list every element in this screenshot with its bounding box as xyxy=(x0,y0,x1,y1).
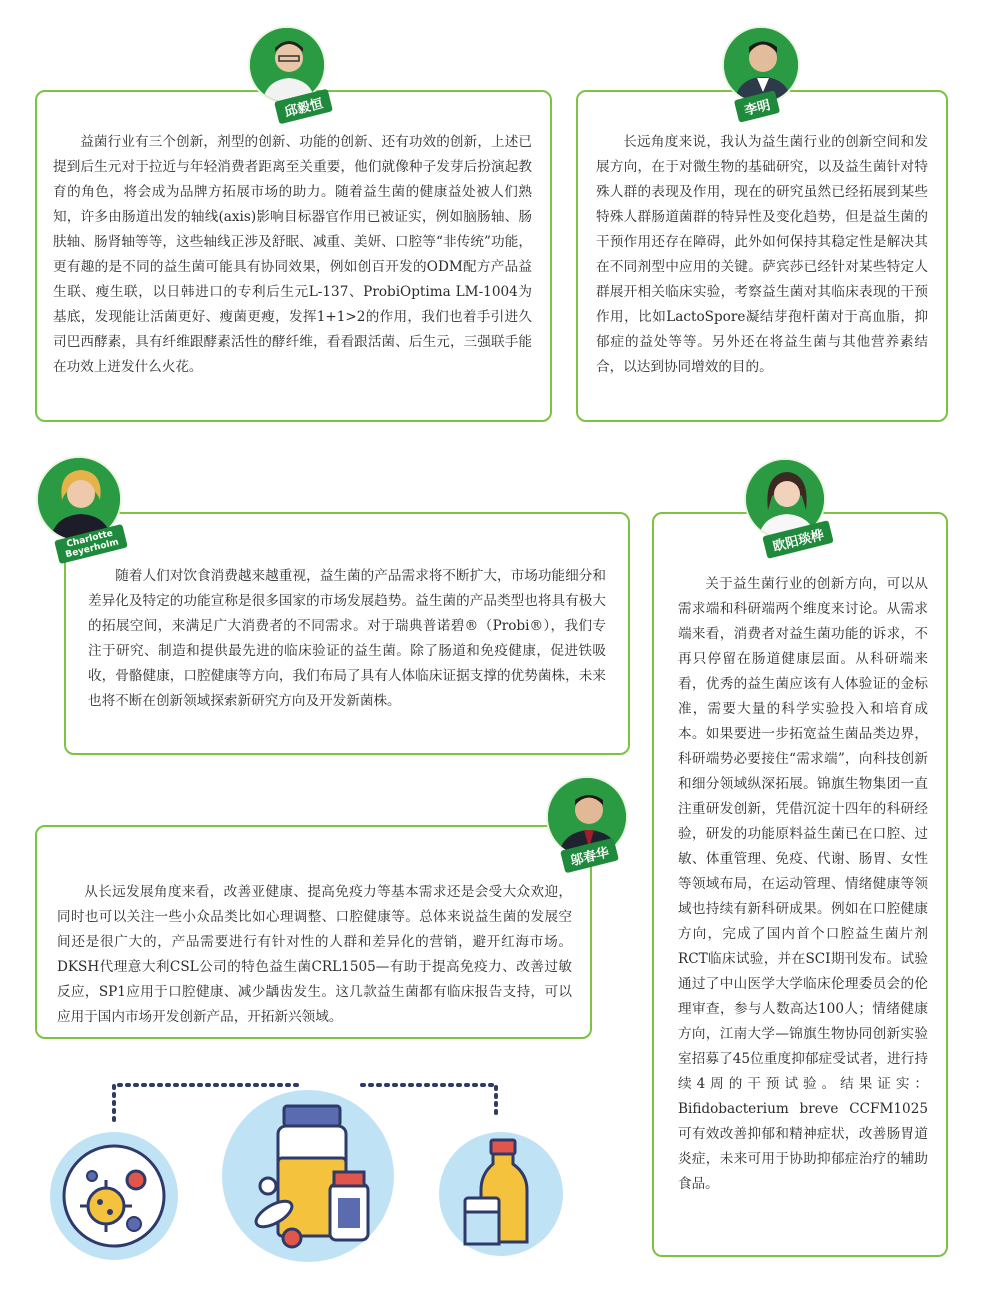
quote-card-wu xyxy=(35,825,592,1039)
quote-card-ouyang xyxy=(652,512,948,1257)
speaker-name-tag: 欧阳琰桦 xyxy=(762,520,834,559)
speaker-name-tag: 李明 xyxy=(734,90,780,122)
microbe-icon xyxy=(48,1130,180,1262)
speaker-name-tag: Charlotte Beyerholm xyxy=(54,524,128,564)
medicine-bottle-icon xyxy=(220,1088,396,1264)
quote-card-charlotte xyxy=(64,512,630,755)
quote-card-li xyxy=(576,90,948,422)
quote-text: 从长远发展角度来看，改善亚健康、提高免疫力等基本需求还是会受大众欢迎，同时也可以关注一些小众品类比如心理调整、口腔健康等。总体来说益生菌的发展空间还是很广大的，产品需要进行有针对性的人群和差异化的营销，避开红海市场。DKSH代理意大利CSL公司的特色益生菌CRL1505—有助于提高免疫力、改善过敏反应，SP1应用于口腔健康、减少龋齿发生。这几款益生菌都有临床报告支持，可以应用于国内市场开发创新产品，开拓新兴领域。 xyxy=(57,884,572,1025)
speaker-name-tag: 邱毅恒 xyxy=(274,89,333,125)
avatar xyxy=(722,26,800,104)
quote-text: 关于益生菌行业的创新方向，可以从需求端和科研端两个维度来讨论。从需求端来看，消费者对益生菌功能的诉求，不再只停留在肠道健康层面。从科研端来看，优秀的益生菌应该有人体验证的金标准，需要大量的科学实验投入和培育成本。如果要进一步拓宽益生菌品类边界，科研端势必要接住“需求端”，向科技创新和细分领域纵深拓展。锦旗生物集团一直注重研发创新，凭借沉淀十四年的科研经验，研发的功能原料益生菌已在口腔、过敏、体重管理、免疫、代谢、肠胃、女性等领域布局，在运动管理、情绪健康等领域也持续有新科研成果。例如在口腔健康方向，完成了国内首个口腔益生菌片剂RCT临床试验，并在SCI期刊发布。试验通过了中山医学大学临床伦理委员会的伦理审查，参与人数高达100人；情绪健康方向，江南大学—锦旗生物协同创新实验室招募了45位重度抑郁症受试者，进行持续4周的干预试验。结果证实：Bifidobacterium breve CCFM1025可有效改善抑郁和精神症状，改善肠胃道炎症，未来可用于协助抑郁症治疗的辅助食品。 xyxy=(678,576,928,1192)
quote-text: 益菌行业有三个创新，剂型的创新、功能的创新、还有功效的创新，上述已提到后生元对于拉近与年轻消费者距离至关重要，他们就像种子发芽后扮演起教育的角色，将会成为品牌方拓展市场的助力。随着益生菌的健康益处被人们熟知，许多由肠道出发的轴线(axis)影响目标器官作用已被证实，例如脑肠轴、肠肤轴、肠肾轴等等，这些轴线正涉及舒眠、减重、美妍、口腔等“非传统”功能，更有趣的是不同的益生菌可能具有协同效果，例如创百开发的ODM配方产品益生联、瘦生联，以日韩进口的专利后生元L-137、ProbiOptima LM-1004为基底，发现能让活菌更好、瘦菌更瘦，发挥1+1>2的作用，我们也着手引进久司巴西酵素，具有纤维跟酵素活性的酵纤维，看看跟活菌、后生元，三强联手能在功效上迸发什么火花。 xyxy=(53,134,532,375)
milk-bottle-icon xyxy=(437,1130,565,1258)
quote-text: 随着人们对饮食消费越来越重视，益生菌的产品需求将不断扩大，市场功能细分和差异化及特定的功能宣称是很多国家的市场发展趋势。益生菌的产品类型也将具有极大的拓展空间，来满足广大消费者的不同需求。对于瑞典普诺碧®（Probi®），我们专注于研究、制造和提供最先进的临床验证的益生菌。除了肠道和免疫健康，促进铁吸收，骨骼健康，口腔健康等方向，我们布局了具有人体临床证据支撑的优势菌株，未来也将不断在创新领域探索新研究方向及开发新菌株。 xyxy=(88,568,606,709)
speaker-name-tag: 邬春华 xyxy=(560,838,619,874)
quote-card-qiu xyxy=(35,90,552,422)
quote-text: 长远角度来说，我认为益生菌行业的创新空间和发展方向，在于对微生物的基础研究，以及益生菌针对特殊人群的表现及作用，现在的研究虽然已经拓展到某些特殊人群肠道菌群的特异性及变化趋势，但是益生菌的干预作用还存在障碍，此外如何保持其稳定性是解决其在不同剂型中应用的关键。萨宾莎已经针对某些特定人群展开相关临床实验，考察益生菌对其临床表现的干预作用，比如LactoSpore凝结芽孢杆菌对于高血脂，抑郁症的益处等等。另外还在将益生菌与其他营养素结合，以达到协同增效的目的。 xyxy=(596,134,928,375)
